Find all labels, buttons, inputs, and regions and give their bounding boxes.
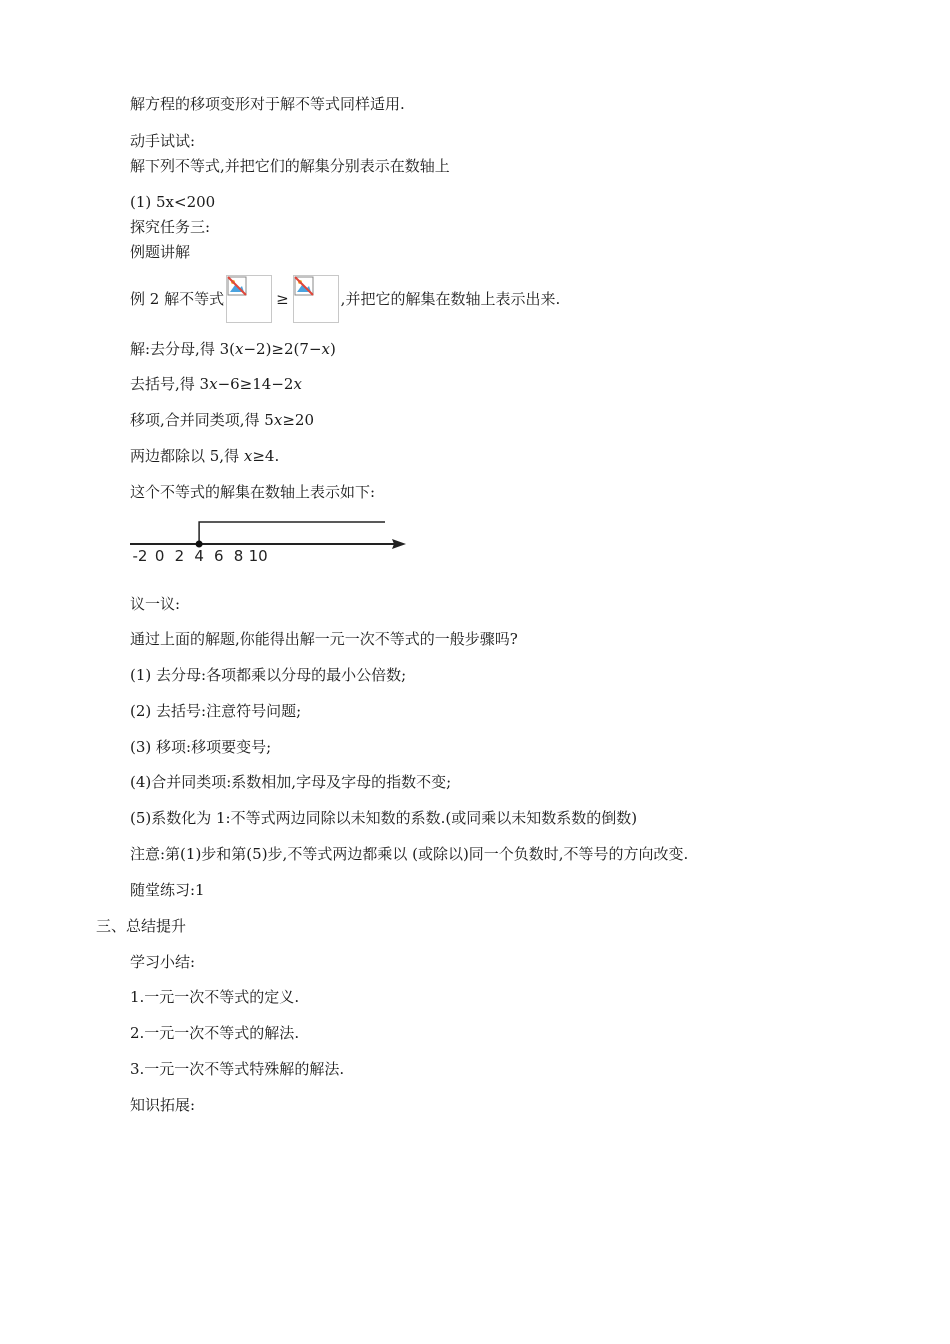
text-line: 3.一元一次不等式特殊解的解法.	[130, 1060, 345, 1078]
solution-point	[196, 541, 203, 548]
text-line: (3) 移项:移项要变号;	[130, 738, 272, 756]
solution-line: 这个不等式的解集在数轴上表示如下:	[130, 483, 376, 501]
tick-label: 10	[248, 547, 268, 565]
broken-image-icon	[293, 275, 339, 323]
example-2	[130, 275, 560, 323]
text-line: (1) 去分母:各项都乘以分母的最小公倍数;	[130, 666, 407, 684]
solution-line: 移项,合并同类项,得 5x≥20	[130, 411, 314, 429]
geq-sign: ≥	[276, 290, 289, 308]
tick-label: 4	[194, 547, 204, 565]
number-line-arrow	[392, 539, 406, 549]
text-line: 议一议:	[130, 595, 181, 613]
text-line: (1) 5x<200	[130, 193, 216, 211]
text-line: 注意:第(1)步和第(5)步,不等式两边都乘以 (或除以)同一个负数时,不等号的方向改变.	[130, 845, 689, 863]
text-line: 探究任务三:	[130, 218, 211, 236]
text-line: (5)系数化为 1:不等式两边同除以未知数的系数.(或同乘以未知数系数的倒数)	[130, 809, 638, 827]
text-line: (4)合并同类项:系数相加,字母及字母的指数不变;	[130, 773, 452, 791]
text-line: 例题讲解	[130, 243, 191, 261]
broken-image-icon	[226, 275, 272, 323]
section-heading: 三、总结提升	[96, 917, 187, 935]
tick-label: 0	[154, 547, 165, 565]
text-line: 通过上面的解题,你能得出解一元一次不等式的一般步骤吗?	[130, 630, 518, 648]
solution-line: 两边都除以 5,得 x≥4.	[130, 447, 280, 465]
text-line: 解方程的移项变形对于解不等式同样适用.	[130, 95, 405, 113]
text-line: 随堂练习:1	[130, 881, 205, 899]
example-prefix: 例 2 解不等式	[130, 290, 225, 308]
tick-label: 6	[214, 547, 224, 565]
tick-label: 2	[174, 547, 185, 565]
tick-label: 8	[233, 547, 244, 565]
solution-line: 去括号,得 3x−6≥14−2x	[130, 375, 302, 393]
text-line: 1.一元一次不等式的定义.	[130, 988, 300, 1006]
text-line: 知识拓展:	[130, 1096, 196, 1114]
tick-label: -2	[132, 547, 148, 565]
text-line: 2.一元一次不等式的解法.	[130, 1024, 300, 1042]
solution-set-ray	[199, 522, 385, 544]
solution-line: 解:去分母,得 3(x−2)≥2(7−x)	[130, 340, 336, 358]
example-suffix: ,并把它的解集在数轴上表示出来.	[340, 290, 561, 308]
number-line	[128, 515, 418, 567]
text-line: (2) 去括号:注意符号问题;	[130, 702, 302, 720]
text-line: 解下列不等式,并把它们的解集分别表示在数轴上	[130, 157, 450, 175]
text-line: 动手试试:	[130, 132, 196, 150]
text-line: 学习小结:	[130, 953, 196, 971]
